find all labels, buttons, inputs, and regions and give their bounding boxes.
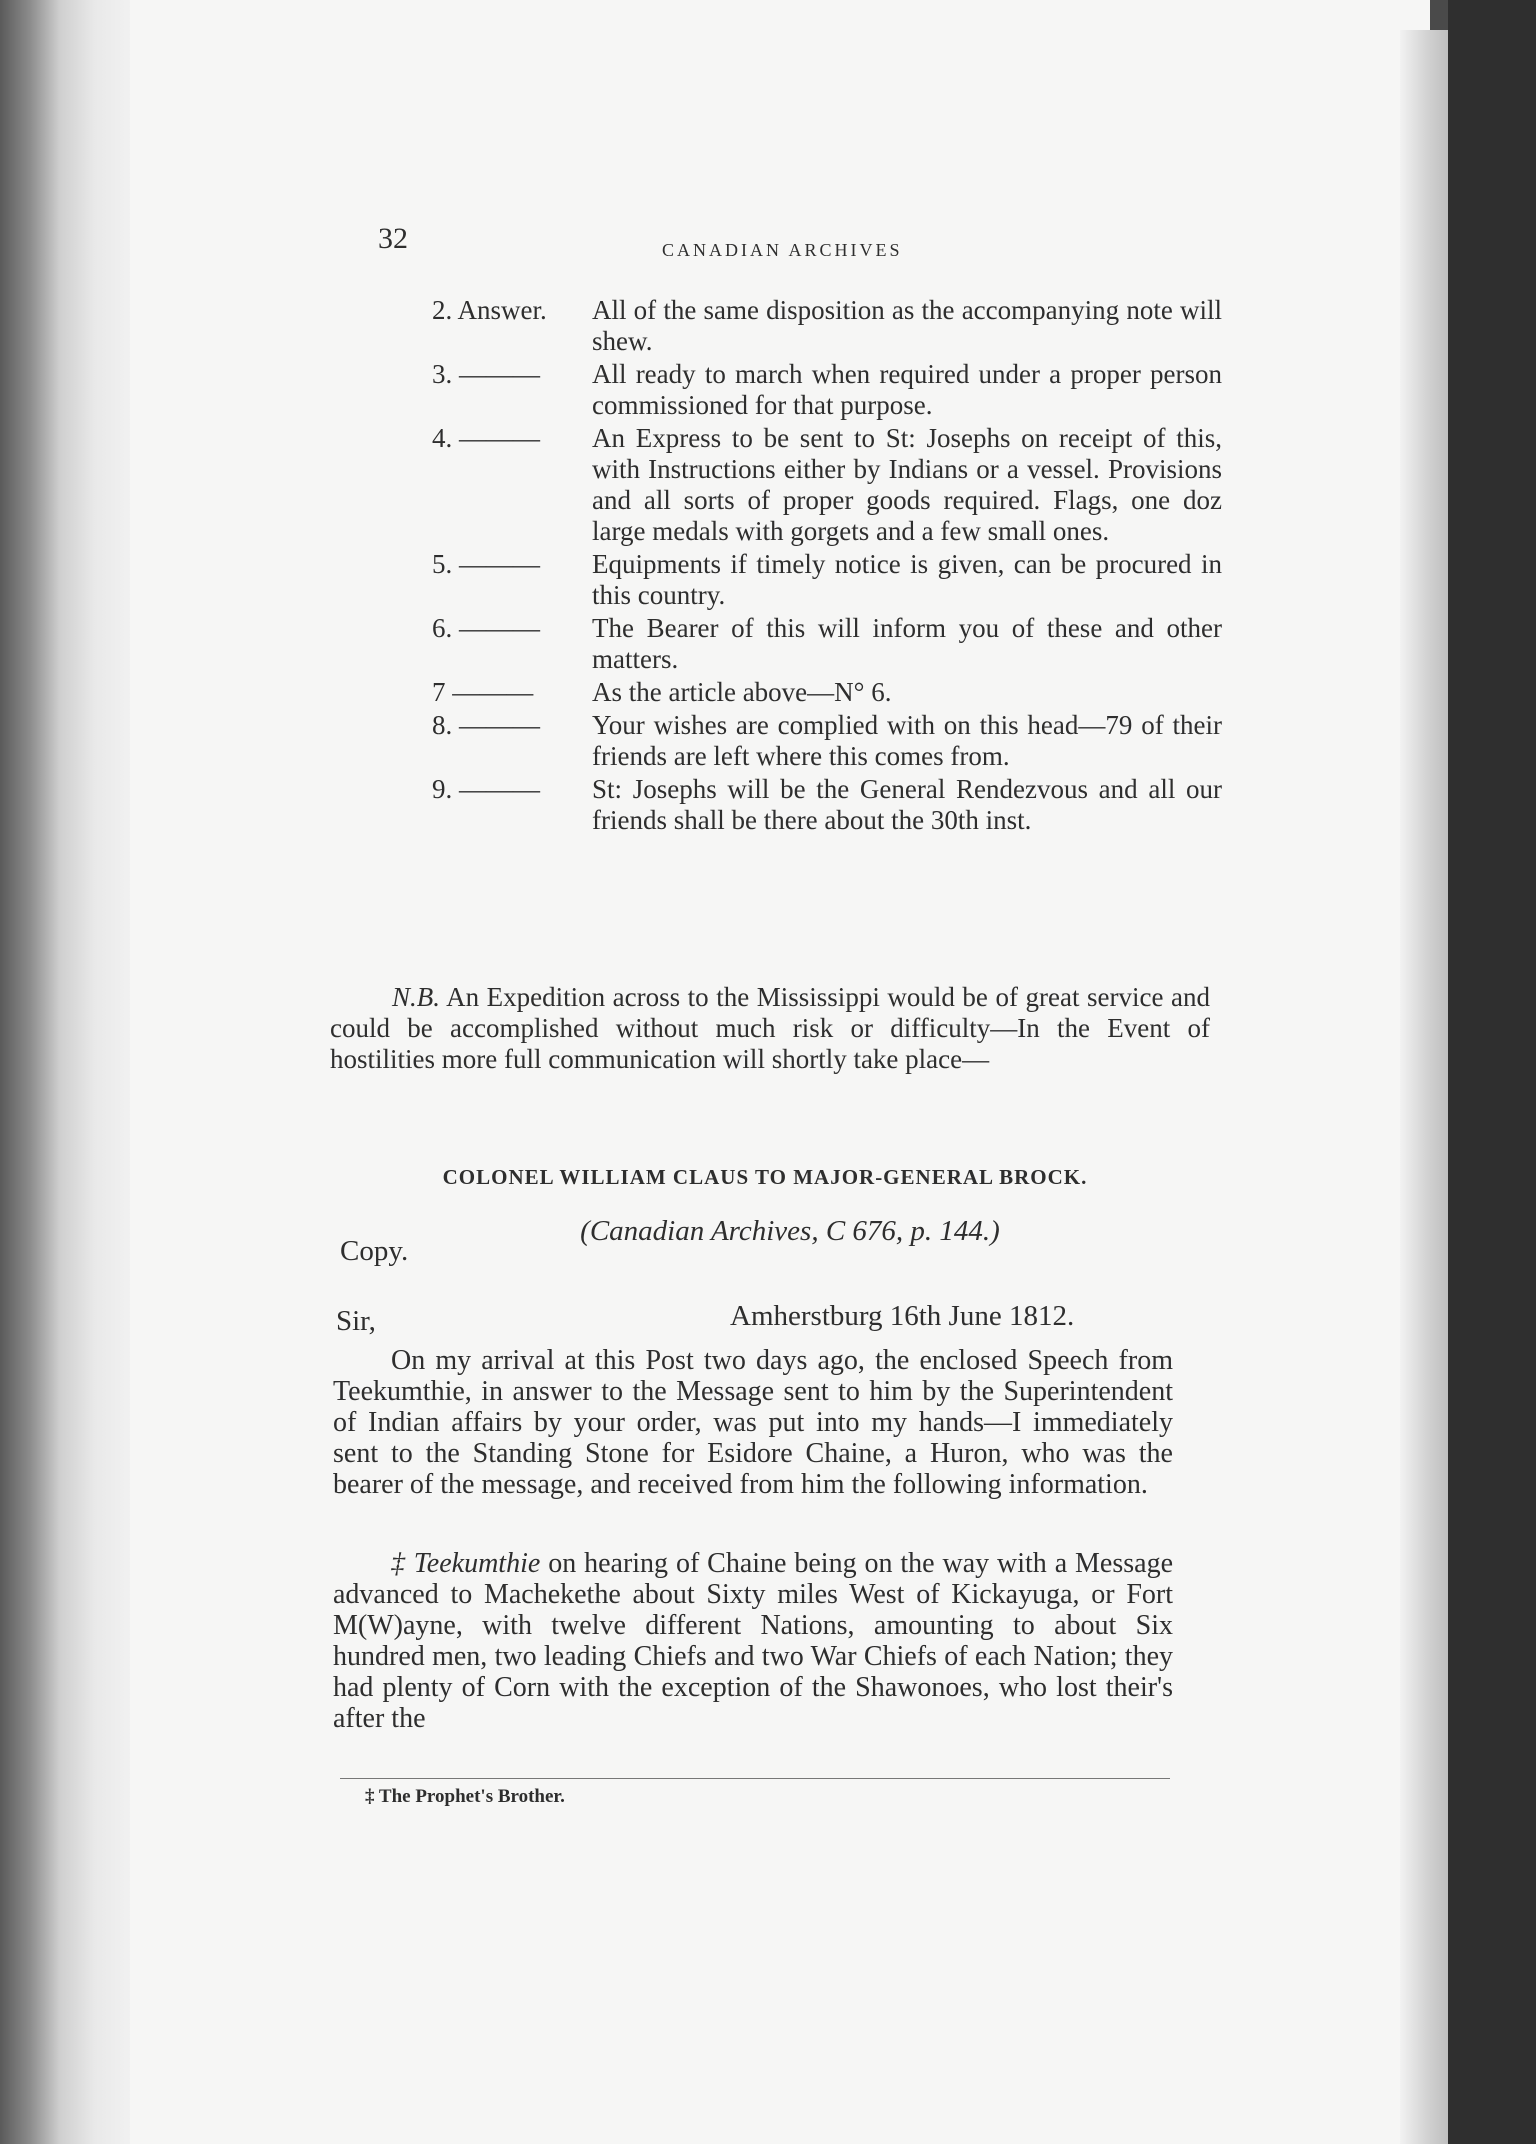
answer-list xyxy=(432,295,1222,838)
body-paragraph-1: On my arrival at this Post two days ago, the enclosed Speech from Teekumthie, in answer to the Message sent to him by the Superintendent of Indian affairs by your order, was put into my hands—I immediately sent to the Standing Stone for Esidore Chaine, a Huron, who was the bearer of the message, and received from him the following information. xyxy=(333,1345,1173,1500)
body-paragraph-2 xyxy=(333,1548,1173,1734)
nb-label: N.B. xyxy=(392,982,441,1012)
nota-bene-paragraph xyxy=(330,982,1210,1075)
item-text: As the article above—N° 6. xyxy=(592,677,892,707)
item-text: Your wishes are complied with on this head—79 of their friends are left where this comes from. xyxy=(592,710,1222,771)
paragraph-text: on hearing of Chaine being on the way with a Message advanced to Machekethe about Sixty miles West of Kickayuga, or Fort M(W)ayne, with twelve different Nations, amounting to about Six hundred men, two leading Chiefs and two War Chiefs of each Nation; they had plenty of Corn with the exception of the Shawonoes, who lost their's after the xyxy=(333,1548,1174,1734)
item-label: 5. ——— xyxy=(432,549,540,579)
list-item xyxy=(432,423,1222,547)
item-label: 7 ——— xyxy=(432,677,534,707)
item-text: All of the same disposition as the accompanying note will shew. xyxy=(592,295,1222,356)
item-label: 8. ——— xyxy=(432,710,540,740)
page-number: 32 xyxy=(378,222,408,255)
list-item xyxy=(432,295,1222,357)
item-text: An Express to be sent to St: Josephs on receipt of this, with Instructions either by Indians or a vessel. Provisions and all sorts of proper goods required. Flags, one doz large medals with gorgets and a few small ones. xyxy=(592,423,1222,546)
copy-label: Copy. xyxy=(340,1235,409,1267)
item-label: 3. ——— xyxy=(432,359,540,389)
dateline: Amherstburg 16th June 1812. xyxy=(730,1300,1075,1332)
list-item xyxy=(432,677,1222,708)
item-label: 4. ——— xyxy=(432,423,540,453)
nb-text: An Expedition across to the Mississippi would be of great service and could be accomplished without much risk or difficulty—In the Event of hostilities more full communication will shortly take place— xyxy=(330,982,1210,1074)
item-text: The Bearer of this will inform you of these and other matters. xyxy=(592,613,1222,674)
list-item xyxy=(432,710,1222,772)
list-item xyxy=(432,613,1222,675)
scan-left-edge xyxy=(0,0,140,2144)
item-text: Equipments if timely notice is given, can be procured in this country. xyxy=(592,549,1222,610)
item-label: 2. Answer. xyxy=(432,295,547,325)
item-text: St: Josephs will be the General Rendezvous and all our friends shall be there about the 30th inst. xyxy=(592,774,1222,835)
item-text: All ready to march when required under a proper person commissioned for that purpose. xyxy=(592,359,1222,420)
scan-right-edge xyxy=(1448,0,1536,2144)
item-label: 6. ——— xyxy=(432,613,540,643)
archive-citation: (Canadian Archives, C 676, p. 144.) xyxy=(580,1215,1000,1247)
running-head: CANADIAN ARCHIVES xyxy=(662,240,903,260)
footnote-rule xyxy=(340,1778,1170,1779)
list-item xyxy=(432,774,1222,836)
list-item xyxy=(432,359,1222,421)
salutation: Sir, xyxy=(336,1305,376,1337)
footnote: ‡ The Prophet's Brother. xyxy=(365,1786,565,1807)
list-item xyxy=(432,549,1222,611)
page-gutter-shadow xyxy=(1400,30,1450,2144)
paragraph-lead: ‡ Teekumthie xyxy=(391,1548,541,1579)
item-label: 9. ——— xyxy=(432,774,540,804)
letter-heading: COLONEL WILLIAM CLAUS TO MAJOR-GENERAL BROCK. xyxy=(442,1165,1088,1189)
